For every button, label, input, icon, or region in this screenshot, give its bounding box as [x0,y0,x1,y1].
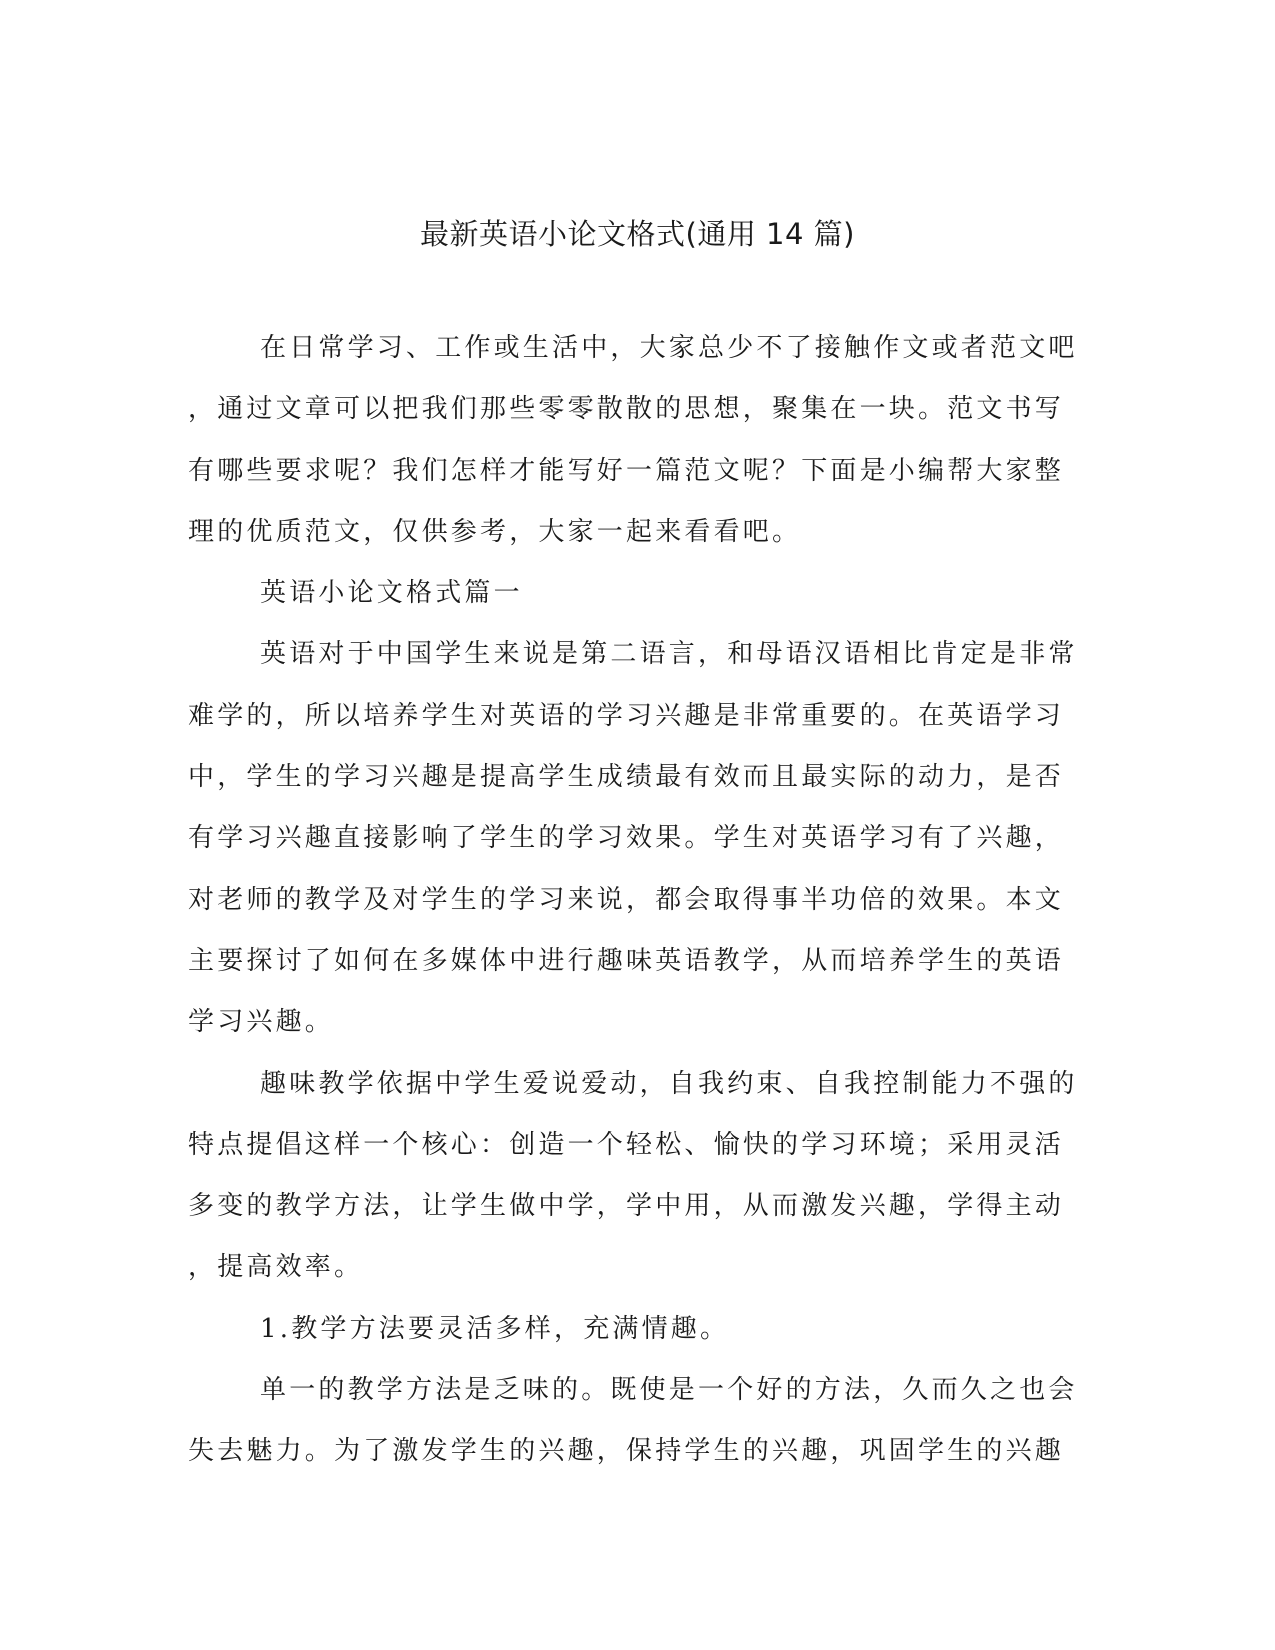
text-line: 特点提倡这样一个核心：创造一个轻松、愉快的学习环境；采用灵活 [188,1129,1065,1160]
text-line: 中，学生的学习兴趣是提高学生成绩最有效而且最实际的动力，是否 [188,762,1065,793]
text-line: 理的优质范文，仅供参考，大家一起来看看吧。 [188,516,802,547]
document-title: 最新英语小论文格式(通用 14 篇) [420,217,855,251]
text-line: 在日常学习、工作或生活中，大家总少不了接触作文或者范文吧 [260,333,1078,363]
document-body [188,330,1080,1495]
text-line: 难学的，所以培养学生对英语的学习兴趣是非常重要的。在英语学习 [188,700,1065,731]
text-line: 单一的教学方法是乏味的。既使是一个好的方法，久而久之也会 [260,1375,1078,1406]
text-line: 有学习兴趣直接影响了学生的学习效果。学生对英语学习有了兴趣， [188,823,1065,854]
text-line: 英语对于中国学生来说是第二语言，和母语汉语相比肯定是非常 [260,639,1078,670]
text-line: 英语小论文格式篇一 [260,578,523,609]
text-line: 对老师的教学及对学生的学习来说，都会取得事半功倍的效果。本文 [188,884,1065,915]
text-line: ，提高效率。 [188,1252,364,1283]
text-line: 趣味教学依据中学生爱说爱动，自我约束、自我控制能力不强的 [260,1068,1078,1099]
text-line: 学习兴趣。 [188,1007,335,1038]
text-line: 多变的教学方法，让学生做中学，学中用，从而激发兴趣，学得主动 [188,1191,1065,1222]
text-line: 1.教学方法要灵活多样，充满情趣。 [260,1313,730,1344]
text-line: 失去魅力。为了激发学生的兴趣，保持学生的兴趣，巩固学生的兴趣 [188,1436,1065,1467]
text-line: 主要探讨了如何在多媒体中进行趣味英语教学，从而培养学生的英语 [188,945,1065,976]
text-line: ，通过文章可以把我们那些零零散散的思想，聚集在一块。范文书写 [188,394,1065,425]
text-line: 有哪些要求呢？我们怎样才能写好一篇范文呢？下面是小编帮大家整 [188,455,1065,486]
